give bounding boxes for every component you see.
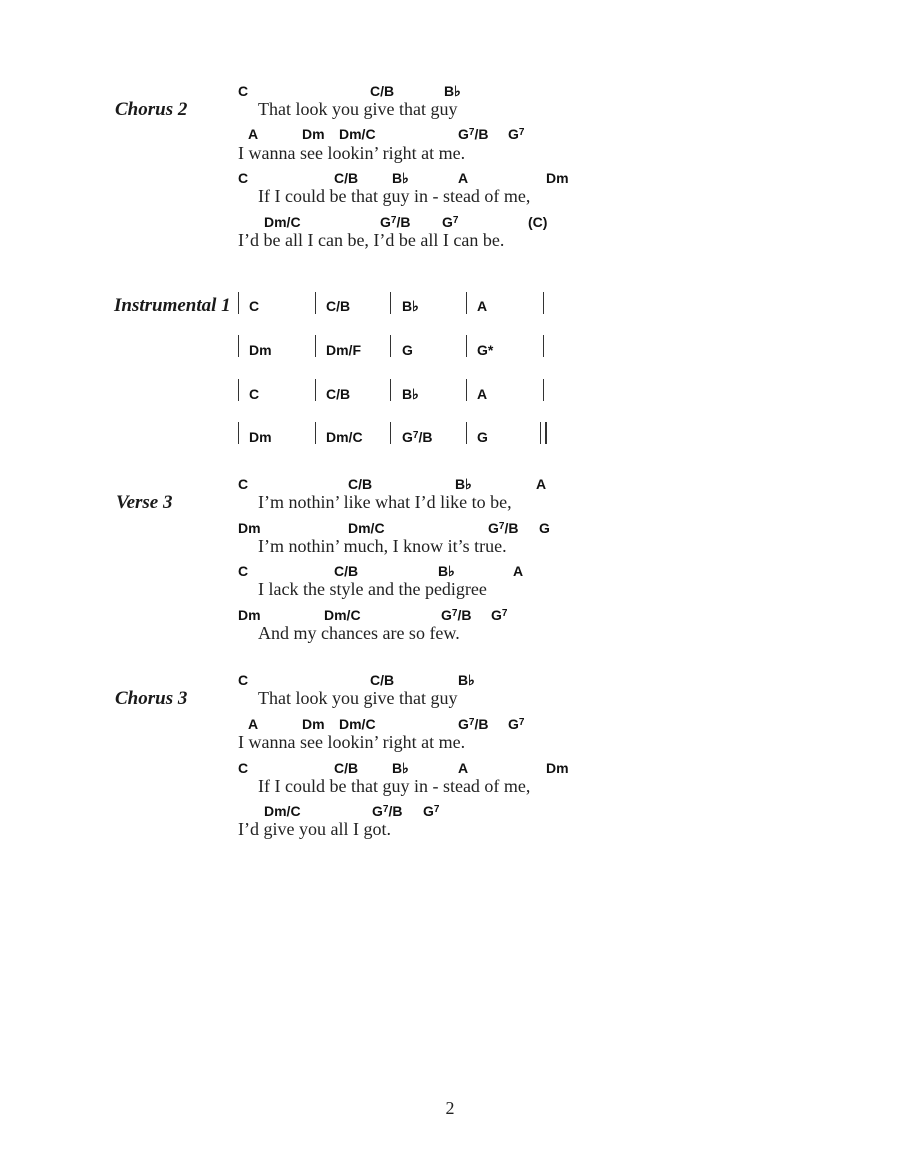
chord: A (458, 760, 469, 776)
chord: Dm (546, 170, 569, 186)
chord: B♭ (458, 672, 475, 688)
chord: $G^7/B$ (458, 126, 489, 142)
chord: $G^7/B$ (402, 429, 433, 445)
bar-line (390, 422, 391, 444)
chord: C/B (370, 672, 395, 688)
chord: $G^7$ (423, 803, 440, 819)
chord: C (238, 170, 249, 186)
chord: (C) (528, 214, 548, 230)
lyric-line: That look you give that guy (258, 99, 458, 119)
chord: C (238, 83, 249, 99)
chord: B♭ (392, 760, 409, 776)
chord: B♭ (402, 298, 419, 314)
bar-line (390, 379, 391, 401)
chord: C/B (348, 476, 373, 492)
chord: $G^7$ (508, 716, 525, 732)
chord: C/B (326, 386, 351, 402)
chord: $G^7/B$ (380, 214, 411, 230)
chord: Dm (302, 126, 325, 142)
chord: $G^7$ (508, 126, 525, 142)
chord: Dm/C (348, 520, 385, 536)
section-label-chorus-2: Chorus 2 (115, 99, 188, 120)
lyric-line: If I could be that guy in - stead of me, (258, 776, 531, 796)
chord: $G^7/B$ (488, 520, 519, 536)
chord: C/B (334, 760, 359, 776)
chord: B♭ (402, 386, 419, 402)
chord: G* (477, 342, 494, 358)
page-number: 2 (445, 1098, 455, 1118)
lyric-line: That look you give that guy (258, 688, 458, 708)
chord: Dm (302, 716, 325, 732)
section-label-instrumental-1: Instrumental 1 (114, 295, 231, 316)
chord: C (249, 386, 260, 402)
chord: G (477, 429, 488, 445)
chord: $G^7$ (442, 214, 459, 230)
chord: A (248, 126, 259, 142)
bar-line (238, 379, 239, 401)
lyric-line: And my chances are so few. (258, 623, 460, 643)
bar-line (466, 335, 467, 357)
bar-line (390, 292, 391, 314)
chord: Dm (238, 607, 261, 623)
chord: A (458, 170, 469, 186)
chord: C/B (326, 298, 351, 314)
chord: Dm (546, 760, 569, 776)
bar-line (315, 335, 316, 357)
chord: C/B (334, 563, 359, 579)
chord: $G^7/B$ (441, 607, 472, 623)
chord: $G^7/B$ (372, 803, 403, 819)
chord: Dm/C (264, 803, 301, 819)
lyric-line: I lack the style and the pedigree (258, 579, 487, 599)
bar-line (315, 422, 316, 444)
chord: Dm/C (264, 214, 301, 230)
chord: Dm/C (339, 716, 376, 732)
lyric-line: I’d be all I can be, I’d be all I can be. (238, 230, 505, 250)
chord: B♭ (455, 476, 472, 492)
lyric-line: If I could be that guy in - stead of me, (258, 186, 531, 206)
bar-line (543, 379, 544, 401)
chord: G (539, 520, 550, 536)
chord: C (238, 476, 249, 492)
chord: C/B (370, 83, 395, 99)
bar-line (466, 379, 467, 401)
bar-line (543, 292, 544, 314)
chord: B♭ (392, 170, 409, 186)
bar-line (390, 335, 391, 357)
chord: A (477, 386, 488, 402)
chord: Dm (249, 342, 272, 358)
bar-line (238, 335, 239, 357)
chord: B♭ (444, 83, 461, 99)
lyric-line: I wanna see lookin’ right at me. (238, 732, 466, 752)
bar-line (315, 379, 316, 401)
lyric-line: I’m nothin’ like what I’d like to be, (258, 492, 512, 512)
lyric-line: I wanna see lookin’ right at me. (238, 143, 466, 163)
chord: A (513, 563, 524, 579)
chord: A (477, 298, 488, 314)
chord: Dm/C (326, 429, 363, 445)
chord: $G^7$ (491, 607, 508, 623)
chord: Dm/F (326, 342, 361, 358)
chord: A (248, 716, 259, 732)
chord: Dm/C (324, 607, 361, 623)
chord: C/B (334, 170, 359, 186)
bar-line (466, 422, 467, 444)
bar-line (466, 292, 467, 314)
chord: G (402, 342, 413, 358)
chord: Dm (249, 429, 272, 445)
chord: C (238, 563, 249, 579)
bar-line (238, 292, 239, 314)
chord: C (249, 298, 260, 314)
lyric-line: I’m nothin’ much, I know it’s true. (258, 536, 507, 556)
chord: C (238, 760, 249, 776)
section-label-chorus-3: Chorus 3 (115, 688, 188, 709)
chord: Dm/C (339, 126, 376, 142)
chord: A (536, 476, 547, 492)
final-barline (540, 422, 547, 444)
chord: C (238, 672, 249, 688)
chord: B♭ (438, 563, 455, 579)
bar-line (238, 422, 239, 444)
lyric-line: I’d give you all I got. (238, 819, 391, 839)
bar-line (543, 335, 544, 357)
bar-line (315, 292, 316, 314)
chord: Dm (238, 520, 261, 536)
chord: $G^7/B$ (458, 716, 489, 732)
section-label-verse-3: Verse 3 (116, 492, 173, 513)
